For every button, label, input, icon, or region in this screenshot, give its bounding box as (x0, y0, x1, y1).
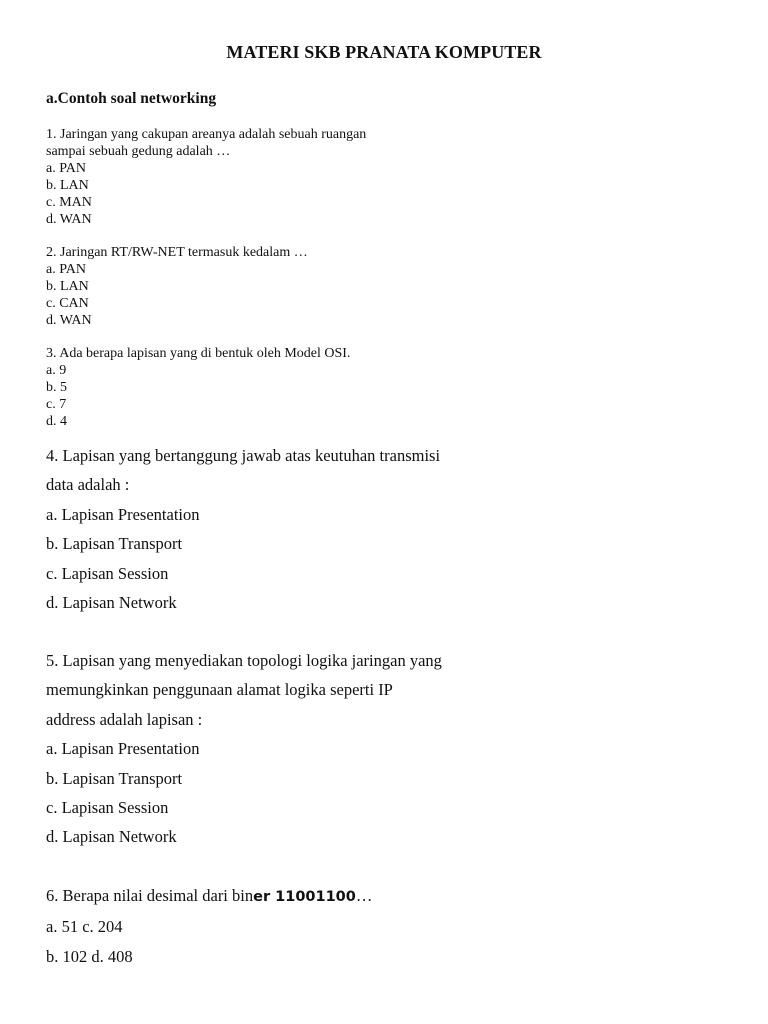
answer-option: b. Lapisan Transport (46, 768, 183, 788)
question-text-line: 3. Ada berapa lapisan yang di bentuk oleh Model OSI. (46, 346, 351, 361)
answer-option: c. Lapisan Session (46, 798, 169, 818)
answer-option: c. CAN (46, 296, 89, 311)
answer-option: c. Lapisan Session (46, 563, 169, 583)
answer-option: a. PAN (46, 161, 86, 176)
question-1 (46, 126, 366, 228)
section-heading: a.Contoh soal networking (46, 90, 217, 107)
question-4 (46, 441, 440, 617)
question-text-line: sampai sebuah gedung adalah … (46, 144, 231, 159)
page-title: MATERI SKB PRANATA KOMPUTER (226, 42, 542, 62)
question-5 (46, 646, 442, 852)
question-prefix: 6. Berapa nilai desimal dari bin (46, 886, 254, 905)
question-text-line: data adalah : (46, 475, 130, 495)
answer-option: c. MAN (46, 195, 92, 210)
answer-option: a. Lapisan Presentation (46, 739, 200, 759)
question-text-line (46, 881, 372, 912)
answer-option: a. 9 (46, 363, 67, 378)
answer-option: b. LAN (46, 178, 89, 193)
answer-option: d. WAN (46, 212, 92, 227)
answer-option: d. Lapisan Network (46, 827, 177, 847)
answer-option: b. 102 d. 408 (46, 946, 133, 966)
answer-option: a. PAN (46, 262, 86, 277)
question-suffix: … (355, 886, 373, 905)
answer-option: d. Lapisan Network (46, 593, 177, 613)
answer-option: a. Lapisan Presentation (46, 504, 200, 524)
question-2 (46, 244, 308, 329)
answer-option: a. 51 c. 204 (46, 917, 123, 937)
answer-option: d. 4 (46, 414, 67, 429)
question-text-line: 5. Lapisan yang menyediakan topologi logika jaringan yang (46, 651, 442, 670)
question-text-line: 2. Jaringan RT/RW-NET termasuk kedalam … (46, 245, 308, 260)
binary-number: er 11001100 (253, 889, 356, 905)
answer-option: b. LAN (46, 279, 89, 294)
question-text-line: address adalah lapisan : (46, 709, 203, 729)
answer-option: d. WAN (46, 313, 92, 328)
question-text-line: memungkinkan penggunaan alamat logika seperti IP (46, 680, 393, 700)
answer-option: b. Lapisan Transport (46, 534, 183, 554)
question-3 (46, 345, 350, 430)
answer-option: b. 5 (46, 380, 67, 395)
question-6 (46, 881, 372, 971)
question-text-line: 4. Lapisan yang bertanggung jawab atas keutuhan transmisi (46, 446, 441, 465)
answer-option: c. 7 (46, 397, 67, 412)
question-text-line: 1. Jaringan yang cakupan areanya adalah sebuah ruangan (46, 127, 367, 142)
